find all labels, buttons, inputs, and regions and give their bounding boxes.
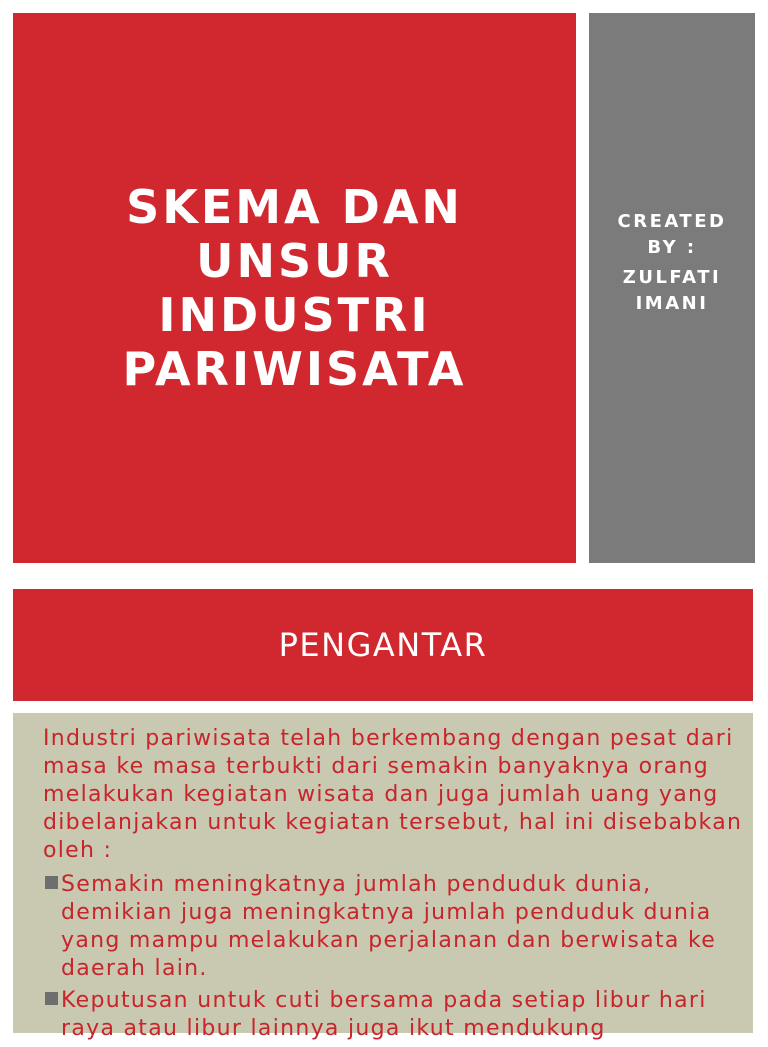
content-panel <box>13 713 753 1041</box>
bullet-text: Keputusan untuk cuti bersama pada setiap libur hari raya atau libur lainnya juga ikut mendukung <box>61 988 707 1041</box>
author-name: ZULFATI IMANI <box>622 267 722 314</box>
square-bullet-icon <box>45 992 58 1005</box>
presentation-title: SKEMA DAN UNSUR INDUSTRI PARIWISATA <box>122 180 467 396</box>
bullet-list <box>43 871 743 1047</box>
intro-paragraph: Industri pariwisata telah berkembang dengan pesat dari masa ke masa terbukti dari semakin banyaknya orang melakukan kegiatan wisata dan juga jumlah uang yang dibelanjakan untuk kegiatan tersebut, hal ini disebabkan oleh : <box>43 726 743 863</box>
square-bullet-icon <box>45 876 58 889</box>
section-title-bar <box>13 589 753 701</box>
bullet-text: Semakin meningkatnya jumlah penduduk dunia, demikian juga meningkatnya jumlah penduduk dunia yang mampu melakukan perjalanan dan berwisata ke daerah lain. <box>61 872 717 981</box>
created-by-label: CREATED BY : <box>617 211 727 258</box>
title-slide-panel <box>13 13 576 563</box>
section-title: PENGANTAR <box>278 626 488 664</box>
list-item <box>43 871 743 983</box>
author-panel <box>589 13 755 563</box>
list-item <box>43 987 743 1043</box>
